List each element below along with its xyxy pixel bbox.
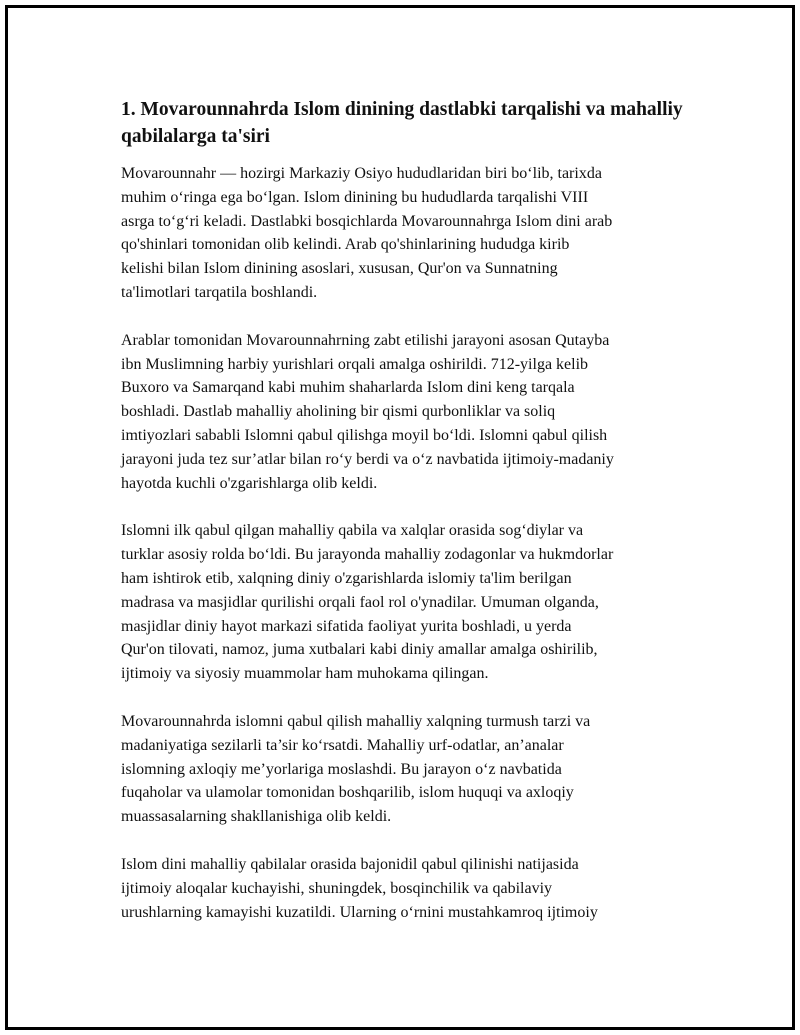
paragraph-2: Arablar tomonidan Movarounnahrning zabt etilishi jarayoni asosan Qutayba ibn Muslimning harbiy yurishlari orqali amalga oshirildi. 712-yilga kelib Buxoro va Samarqand kabi muhim shaharlarda Islom dini keng tarqala boshladi. Dastlab mahalliy aholining bir qismi qurbonliklar va soliq imtiyozlari sababli Islomni qabul qilishga moyil bo‘ldi. Islomni qabul qilish jarayoni juda tez sur’atlar bilan ro‘y berdi va o‘z navbatida ijtimoiy-madaniy hayotda kuchli o'zgarishlarga olib keldi.	[121, 331, 614, 492]
paragraph-3: Islomni ilk qabul qilgan mahalliy qabila va xalqlar orasida sog‘diylar va turklar asosiy rolda bo‘ldi. Bu jarayonda mahalliy zodagonlar va hukmdorlar ham ishtirok etib, xalqning diniy o'zgarishlarda islomiy ta'lim berilgan madrasa va masjidlar qurilishi orqali faol rol o'ynadilar. Umuman olganda, masjidlar diniy hayot markazi sifatida faoliyat yurita boshladi, u yerda Qur'on tilovati, namoz, juma xutbalari kabi diniy amallar amalga oshirilib, ijtimoiy va siyosiy muammolar ham muhokama qilingan.	[121, 522, 614, 683]
paragraph-1: Movarounnahr — hozirgi Markaziy Osiyo hududlaridan biri bo‘lib, tarixda muhim o‘ringa ega bo‘lgan. Islom dinining bu hududlarda tarqalishi VIII asrga to‘g‘ri keladi. Dastlabki bosqichlarda Movarounnahrga Islom dini arab qo'shinlari tomonidan olib kelindi. Arab qo'shinlarining hududga kirib kelishi bilan Islom dinining asoslari, xususan, Qur'on va Sunnatning ta'limotlari tarqatila boshlandi.	[121, 165, 613, 301]
paragraph-4: Movarounnahrda islomni qabul qilish mahalliy xalqning turmush tarzi va madaniyatiga sezilarli ta’sir ko‘rsatdi. Mahalliy urf-odatlar, an’analar islomning axloqiy me’yorlariga moslashdi. Bu jarayon o‘z navbatida fuqaholar va ulamolar tomonidan boshqarilib, islom huquqi va axloqiy muassasalarning shakllanishiga olib keldi.	[121, 712, 591, 826]
section-heading: 1. Movarounnahrda Islom dinining dastlabki tarqalishi va mahalliy qabilalarga ta'siri	[121, 99, 683, 147]
document-body	[121, 96, 691, 948]
document-page	[5, 5, 795, 1030]
paragraph-5: Islom dini mahalliy qabilalar orasida bajonidil qabul qilinishi natijasida ijtimoiy aloqalar kuchayishi, shuningdek, bosqinchilik va qabilaviy urushlarning kamayishi kuzatildi. Ularning o‘rnini mustahkamroq ijtimoiy	[121, 855, 598, 921]
